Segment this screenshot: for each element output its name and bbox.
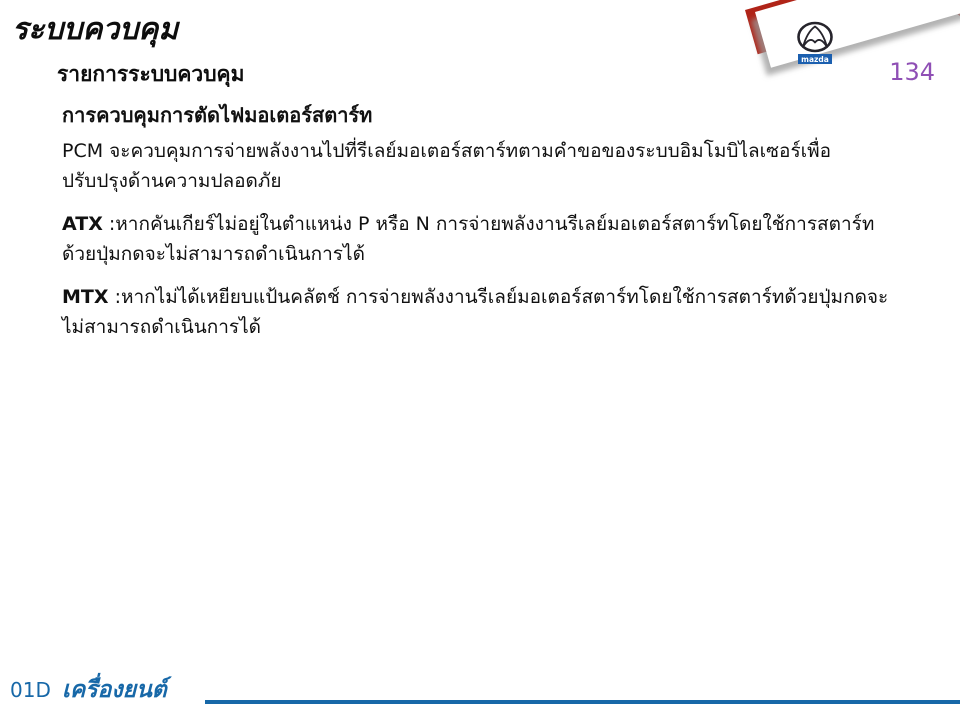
paragraph-pcm-text: PCM จะควบคุมการจ่ายพลังงานไปที่รีเลย์มอเตอร์สตาร์ทตามคำขอของระบบอิมโมบิไลเซอร์เพื่อปรับปรุงด้านความปลอดภัย <box>62 140 832 192</box>
page-title: ระบบควบคุม <box>12 12 179 47</box>
mazda-logo-icon <box>798 23 832 64</box>
footer-chapter-code: 01D <box>10 678 51 702</box>
paragraph-pcm <box>62 136 895 196</box>
paragraph-mtx <box>62 282 895 342</box>
paragraph-atx-bold: ATX <box>62 213 103 235</box>
paragraph-mtx-bold: MTX <box>62 286 109 308</box>
mazda-wordmark: mazda <box>801 54 829 64</box>
page-number: 134 <box>889 58 935 86</box>
footer-divider-line <box>205 700 960 704</box>
footer <box>10 672 167 708</box>
paragraph-atx <box>62 209 895 269</box>
paragraph-mtx-text: :หากไม่ได้เหยียบแป้นคลัตช์ การจ่ายพลังงานรีเลย์มอเตอร์สตาร์ทโดยใช้การสตาร์ทด้วยปุ่มกดจะไม่สามารถดำเนินการได้ <box>62 286 889 338</box>
content-heading: การควบคุมการตัดไฟมอเตอร์สตาร์ท <box>62 103 373 127</box>
paragraph-atx-text: :หากคันเกียร์ไม่อยู่ในตำแหน่ง P หรือ N การจ่ายพลังงานรีเลย์มอเตอร์สตาร์ทโดยใช้การสตาร์ทด้วยปุ่มกดจะไม่สามารถดำเนินการได้ <box>62 213 875 265</box>
content-area <box>62 100 895 355</box>
section-subtitle: รายการระบบควบคุม <box>57 62 245 86</box>
footer-chapter-label: เครื่องยนต์ <box>61 677 167 703</box>
